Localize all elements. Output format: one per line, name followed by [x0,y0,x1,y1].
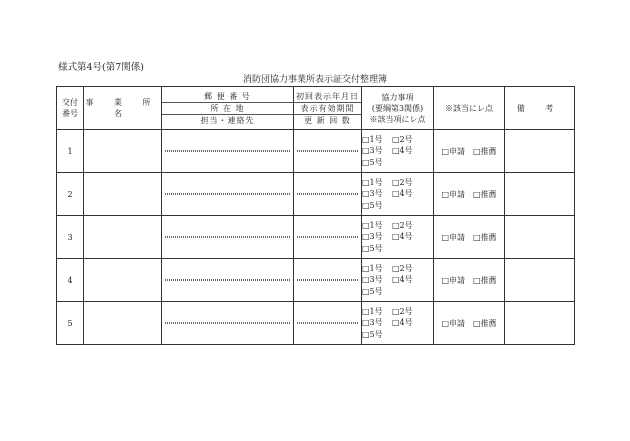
checkbox-item-2[interactable]: □2号 [392,134,413,144]
checkbox-apply[interactable]: □申請 [441,275,465,285]
table-row [57,173,575,216]
table-row [57,259,575,302]
checkbox-item-1[interactable]: □1号 [362,220,383,230]
checkbox-item-3[interactable]: □3号 [362,146,383,156]
row-number: 3 [57,216,84,259]
checkbox-apply[interactable]: □申請 [441,189,465,199]
checkbox-recommend[interactable]: □推薦 [473,318,497,328]
date-cell[interactable] [294,302,362,345]
checkbox-item-1[interactable]: □1号 [362,263,383,273]
header-renewal-count: 更 新 回 数 [304,115,351,125]
row-number: 4 [57,259,84,302]
date-cell[interactable] [294,216,362,259]
checkbox-item-4[interactable]: □4号 [392,275,413,285]
checkbox-item-4[interactable]: □4号 [392,318,413,328]
row-number: 1 [57,130,84,173]
checkbox-item-5[interactable]: □5号 [362,243,383,253]
header-row [57,87,575,130]
checkbox-item-1[interactable]: □1号 [362,306,383,316]
header-issue-number: 交付 番号 [57,87,84,130]
checkbox-item-2[interactable]: □2号 [392,306,413,316]
checkbox-item-5[interactable]: □5号 [362,157,383,167]
checkbox-item-5[interactable]: □5号 [362,286,383,296]
header-remarks: 備 考 [505,87,575,130]
document-title: 消防団協力事業所表示証交付整理簿 [242,75,387,85]
cooperation-checkboxes[interactable] [362,130,434,173]
date-cell[interactable] [294,130,362,173]
date-cell[interactable] [294,173,362,216]
checkbox-item-2[interactable]: □2号 [392,220,413,230]
checkbox-recommend[interactable]: □推薦 [473,189,497,199]
header-first-display-date: 初回表示年月日 [296,91,359,101]
checkbox-item-3[interactable]: □3号 [362,189,383,199]
checkbox-item-4[interactable]: □4号 [392,232,413,242]
cooperation-checkboxes[interactable] [362,173,434,216]
application-type-checkboxes[interactable] [434,173,505,216]
checkbox-apply[interactable]: □申請 [441,232,465,242]
header-postal-code: 郵 便 番 号 [162,91,293,103]
header-applicable: ※該当にレ点 [434,87,505,130]
table-row [57,216,575,259]
checkbox-item-3[interactable]: □3号 [362,232,383,242]
remarks-cell[interactable] [505,130,575,173]
address-cell[interactable] [162,302,294,345]
office-name-cell[interactable] [84,302,162,345]
header-valid-period: 表示有効期間 [294,103,361,115]
header-office-name: 事 業 所 名 [84,87,162,130]
address-cell[interactable] [162,130,294,173]
application-type-checkboxes[interactable] [434,130,505,173]
checkbox-item-3[interactable]: □3号 [362,318,383,328]
checkbox-item-5[interactable]: □5号 [362,329,383,339]
checkbox-recommend[interactable]: □推薦 [473,146,497,156]
cooperation-checkboxes[interactable] [362,216,434,259]
date-cell[interactable] [294,259,362,302]
checkbox-recommend[interactable]: □推薦 [473,275,497,285]
checkbox-item-2[interactable]: □2号 [392,177,413,187]
cooperation-checkboxes[interactable] [362,259,434,302]
remarks-cell[interactable] [505,173,575,216]
checkbox-apply[interactable]: □申請 [441,318,465,328]
office-name-cell[interactable] [84,216,162,259]
checkbox-item-4[interactable]: □4号 [392,146,413,156]
application-type-checkboxes[interactable] [434,302,505,345]
header-date-block [294,87,362,130]
cooperation-checkboxes[interactable] [362,302,434,345]
form-number-label: 様式第4号(第7関係) [58,62,145,73]
application-type-checkboxes[interactable] [434,259,505,302]
checkbox-item-1[interactable]: □1号 [362,177,383,187]
remarks-cell[interactable] [505,259,575,302]
address-cell[interactable] [162,173,294,216]
application-type-checkboxes[interactable] [434,216,505,259]
remarks-cell[interactable] [505,302,575,345]
checkbox-item-5[interactable]: □5号 [362,200,383,210]
header-address: 所 在 地 [162,103,293,115]
checkbox-recommend[interactable]: □推薦 [473,232,497,242]
issuance-register-table [56,86,575,345]
checkbox-item-3[interactable]: □3号 [362,275,383,285]
header-contact: 担当・連絡先 [200,115,255,125]
checkbox-item-2[interactable]: □2号 [392,263,413,273]
address-cell[interactable] [162,216,294,259]
row-number: 5 [57,302,84,345]
table-row [57,130,575,173]
office-name-cell[interactable] [84,259,162,302]
row-number: 2 [57,173,84,216]
checkbox-item-1[interactable]: □1号 [362,134,383,144]
checkbox-apply[interactable]: □申請 [441,146,465,156]
office-name-cell[interactable] [84,130,162,173]
address-cell[interactable] [162,259,294,302]
table-row [57,302,575,345]
checkbox-item-4[interactable]: □4号 [392,189,413,199]
header-address-block [162,87,294,130]
remarks-cell[interactable] [505,216,575,259]
office-name-cell[interactable] [84,173,162,216]
header-cooperation-items: 協力事項 (要綱第3関係) ※該当項にレ点 [362,87,434,130]
